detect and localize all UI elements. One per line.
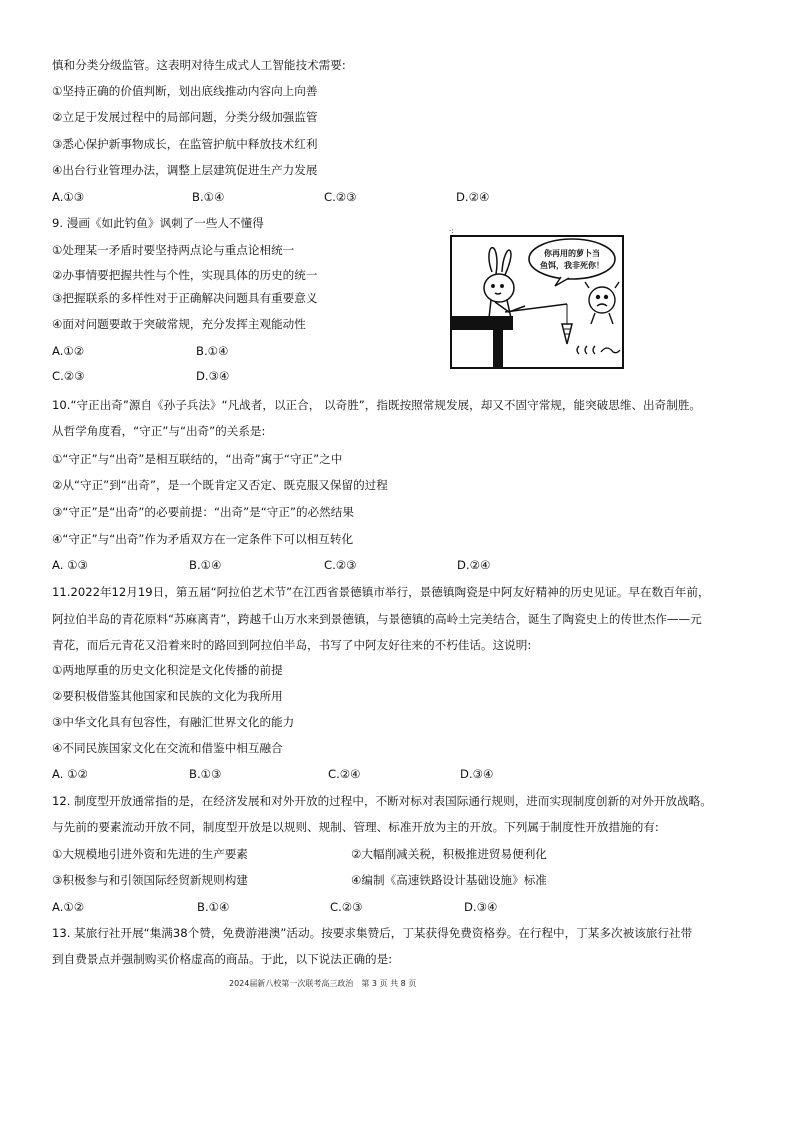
- q8-item-1: ①坚持正确的价值判断，划出底线推动内容向上向善: [52, 84, 318, 98]
- q11-option-c: C.②④: [328, 767, 361, 781]
- q11-item-1: ①两地厚重的历史文化积淀是文化传播的前提: [52, 663, 283, 677]
- q8-option-d: D.②④: [456, 190, 490, 204]
- q9-stem: 9. 漫画《如此钓鱼》讽刺了一些人不懂得: [52, 216, 264, 230]
- q10-item-1: ①“守正”与“出奇”是相互联结的，“出奇”寓于“守正”之中: [52, 452, 343, 466]
- q12-item-1: ①大规模地引进外资和先进的生产要素: [52, 847, 248, 861]
- q11-option-a: A. ①②: [52, 767, 88, 781]
- q9-option-b: B.①④: [196, 344, 229, 358]
- speech-bubble: [529, 239, 615, 279]
- q10-item-3: ③“守正”是“出奇”的必要前提：“出奇”是“守正”的必然结果: [52, 505, 354, 519]
- page-footer: 2024届新八校第一次联考高三政治 第 3 页 共 8 页: [229, 979, 417, 988]
- bubble-text-line2: 鱼饵，我非死你！: [540, 261, 604, 270]
- q9-option-c: C.②③: [52, 369, 85, 383]
- q11-stem-line2: 阿拉伯半岛的青花原料“苏麻离青”，跨越千山万水来到景德镇，与景德镇的高岭土完美结合，诞生了陶瓷史上的传世杰作——元: [52, 612, 702, 626]
- q9-item-4: ④面对问题要敢于突破常规，充分发挥主观能动性: [52, 317, 306, 331]
- q11-item-2: ②要积极借鉴其他国家和民族的文化为我所用: [52, 689, 283, 703]
- q8-item-2: ②立足于发展过程中的局部问题，分类分级加强监管: [52, 110, 318, 124]
- q12-stem-line2: 与先前的要素流动开放不同，制度型开放是以规则、规制、管理、标准开放为主的开放。下列属于制度性开放措施的有:: [52, 820, 659, 834]
- q8-stem-tail: 慎和分类分级监管。这表明对待生成式人工智能技术需要:: [52, 58, 346, 72]
- q11-stem-line3: 青花，而后元青花又沿着来时的路回到阿拉伯半岛，书写了中阿友好往来的不朽佳话。这说明:: [52, 638, 532, 652]
- q12-option-b: B.①④: [197, 900, 230, 914]
- q8-item-3: ③悉心保护新事物成长，在监管护航中释放技术红利: [52, 137, 318, 151]
- q9-item-1: ①处理某一矛盾时要坚持两点论与重点论相统一: [52, 243, 295, 257]
- q12-option-d: D.③④: [464, 900, 498, 914]
- q10-option-c: C.②③: [324, 558, 357, 572]
- q8-option-a: A.①③: [52, 190, 85, 204]
- q10-item-2: ②从“守正”到“出奇”，是一个既肯定又否定、既克服又保留的过程: [52, 478, 388, 492]
- bubble-text-line1: 你再用的萝卜当: [544, 249, 600, 258]
- q10-stem-line1: 10.“守正出奇”源自《孙子兵法》“凡战者，以正合， 以奇胜”，指既按照常规发展，却又不固守常规，能突破思维、出奇制胜。: [52, 398, 702, 412]
- q8-option-b: B.①④: [192, 190, 225, 204]
- q9-item-3: ③把握联系的多样性对于正确解决问题具有重要意义: [52, 291, 318, 305]
- q12-option-c: C.②③: [330, 900, 363, 914]
- fishing-cartoon: [449, 228, 625, 370]
- q12-item-4: ④编制《高速铁路设计基础设施》标准: [351, 873, 547, 887]
- q10-stem-line2: 从哲学角度看，“守正”与“出奇”的关系是:: [52, 424, 266, 438]
- q11-option-b: B.①③: [189, 767, 222, 781]
- q12-stem-line1: 12. 制度型开放通常指的是，在经济发展和对外开放的过程中，不断对标对表国际通行规则，进而实现制度创新的对外开放战略。: [52, 794, 712, 808]
- q13-stem-line2: 到自费景点并强制购买价格虚高的商品。于此，以下说法正确的是:: [52, 952, 393, 966]
- cartoon-corner-mark: ·:: [449, 228, 454, 235]
- q11-item-4: ④不同民族国家文化在交流和借鉴中相互融合: [52, 741, 283, 755]
- q9-option-d: D.③④: [196, 369, 230, 383]
- q9-option-a: A.①②: [52, 344, 85, 358]
- q8-item-4: ④出台行业管理办法，调整上层建筑促进生产力发展: [52, 163, 318, 177]
- q10-option-b: B.①④: [189, 558, 222, 572]
- q10-option-d: D.②④: [457, 558, 491, 572]
- q8-option-c: C.②③: [324, 190, 357, 204]
- q12-option-a: A.①②: [52, 900, 85, 914]
- q9-item-2: ②办事情要把握共性与个性，实现具体的历史的统一: [52, 268, 318, 282]
- q10-item-4: ④“守正”与“出奇”作为矛盾双方在一定条件下可以相互转化: [52, 532, 354, 546]
- q11-item-3: ③中华文化具有包容性，有融汇世界文化的能力: [52, 715, 295, 729]
- q11-option-d: D.③④: [460, 767, 494, 781]
- q11-stem-line1: 11.2022年12月19日，第五届“阿拉伯艺术节”在江西省景德镇市举行，景德镇陶瓷是中阿友好精神的历史见证。早在数百年前，: [52, 585, 710, 599]
- q12-item-3: ③积极参与和引领国际经贸新规则构建: [52, 873, 248, 887]
- q13-stem-line1: 13. 某旅行社开展“集满38个赞，免费游港澳”活动。按要求集赞后，丁某获得免费资格券。在行程中，丁某多次被该旅行社带: [52, 926, 693, 940]
- q10-option-a: A. ①③: [52, 558, 88, 572]
- q12-item-2: ②大幅削减关税，积极推进贸易便利化: [351, 847, 547, 861]
